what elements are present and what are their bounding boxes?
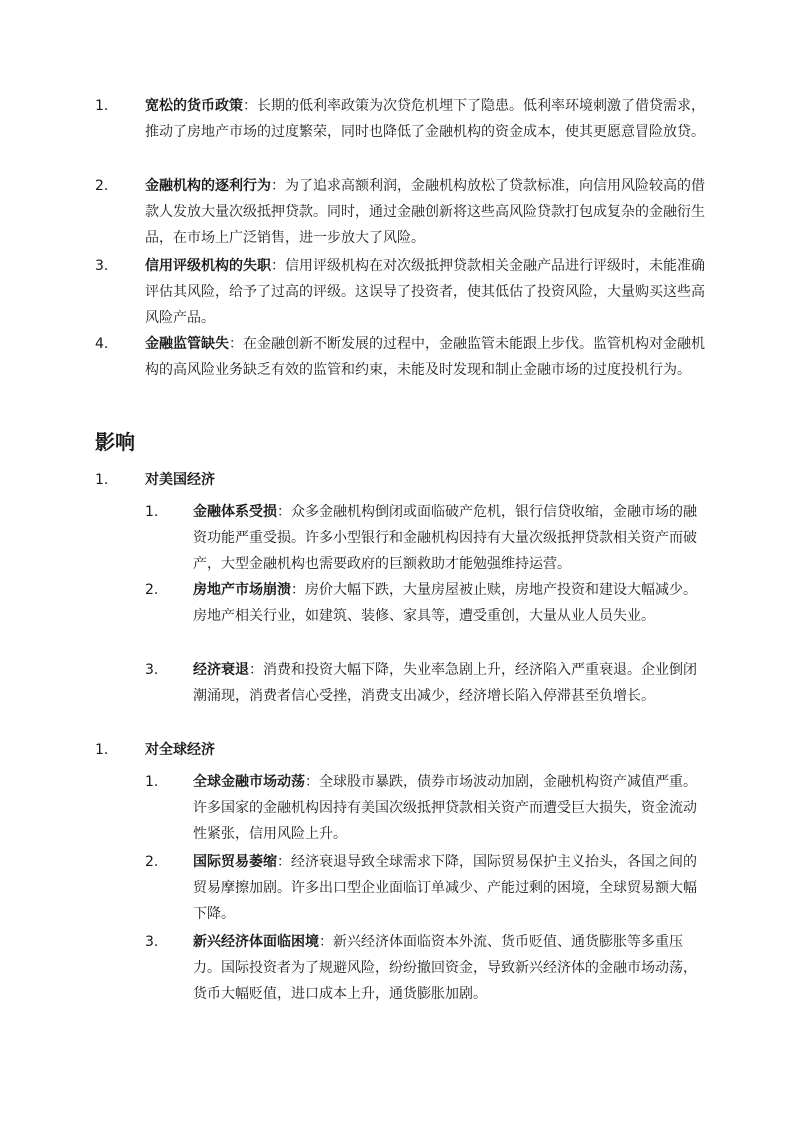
list-term: 信用评级机构的失职 xyxy=(145,258,271,274)
list-sep: ： xyxy=(229,336,243,352)
cause-item xyxy=(95,253,705,331)
list-term: 国际贸易萎缩 xyxy=(193,854,277,870)
list-term: 金融监管缺失 xyxy=(145,336,229,352)
list-sep: ： xyxy=(305,774,319,790)
cause-item xyxy=(95,173,705,251)
list-sep: ： xyxy=(243,98,257,114)
list-term: 房地产市场崩溃 xyxy=(193,582,291,598)
list-number: 3. xyxy=(95,258,109,274)
group-title: 对美国经济 xyxy=(145,472,215,488)
cause-item xyxy=(95,331,705,409)
list-term: 经济衰退 xyxy=(193,662,249,678)
list-text xyxy=(193,657,703,709)
list-term: 全球金融市场动荡 xyxy=(193,774,305,790)
list-text xyxy=(193,769,703,847)
list-body: 经济衰退导致全球需求下降，国际贸易保护主义抬头，各国之间的贸易摩擦加剧。许多出口型企业面临订单减少、产能过剩的困境，全球贸易额大幅下降。 xyxy=(193,854,697,922)
section-heading: 影响 xyxy=(95,430,135,454)
impact-item xyxy=(145,849,705,927)
list-body: 房价大幅下跌，大量房屋被止赎，房地产投资和建设大幅减少。房地产相关行业，如建筑、装修、家具等，遭受重创，大量从业人员失业。 xyxy=(193,582,697,624)
list-body: 信用评级机构在对次级抵押贷款相关金融产品进行评级时，未能准确评估其风险，给予了过高的评级。这误导了投资者，使其低估了投资风险，大量购买这些高风险产品。 xyxy=(145,258,705,326)
list-sep: ： xyxy=(277,504,291,520)
list-number: 1. xyxy=(145,504,159,520)
impact-item xyxy=(145,657,705,735)
list-body: 消费和投资大幅下降，失业率急剧上升，经济陷入严重衰退。企业倒闭潮涌现，消费者信心受挫，消费支出减少，经济增长陷入停滞甚至负增长。 xyxy=(193,662,697,704)
list-text xyxy=(193,577,703,629)
group-header xyxy=(95,737,705,763)
list-text xyxy=(193,849,703,927)
list-text xyxy=(145,253,705,331)
impact-item xyxy=(145,577,705,655)
list-sep: ： xyxy=(277,854,291,870)
list-body: 全球股市暴跌，债券市场波动加剧，金融机构资产减值严重。许多国家的金融机构因持有美国次级抵押贷款相关资产而遭受巨大损失，资金流动性紧张，信用风险上升。 xyxy=(193,774,697,842)
list-number: 1. xyxy=(95,472,109,488)
list-text xyxy=(193,929,703,1007)
list-term: 金融机构的逐利行为 xyxy=(145,178,271,194)
list-number: 2. xyxy=(145,854,159,870)
list-text xyxy=(145,331,705,383)
list-sep: ： xyxy=(271,258,285,274)
list-body: 长期的低利率政策为次贷危机埋下了隐患。低利率环境刺激了借贷需求，推动了房地产市场的过度繁荣，同时也降低了金融机构的资金成本，使其更愿意冒险放贷。 xyxy=(145,98,705,140)
group-title: 对全球经济 xyxy=(145,742,215,758)
list-number: 2. xyxy=(95,178,109,194)
list-number: 1. xyxy=(145,774,159,790)
list-number: 3. xyxy=(145,662,159,678)
list-text xyxy=(193,499,703,577)
impact-item xyxy=(145,499,705,577)
list-number: 1. xyxy=(95,742,109,758)
list-term: 宽松的货币政策 xyxy=(145,98,243,114)
list-text xyxy=(145,173,705,251)
list-sep: ： xyxy=(319,934,333,950)
list-number: 3. xyxy=(145,934,159,950)
impact-item xyxy=(145,929,705,1007)
list-body: 为了追求高额利润，金融机构放松了贷款标准，向信用风险较高的借款人发放大量次级抵押贷款。同时，通过金融创新将这些高风险贷款打包成复杂的金融衍生品，在市场上广泛销售，进一步放大了风险。 xyxy=(145,178,705,246)
list-number: 1. xyxy=(95,98,109,114)
list-term: 金融体系受损 xyxy=(193,504,277,520)
list-term: 新兴经济体面临困境 xyxy=(193,934,319,950)
list-body: 在金融创新不断发展的过程中，金融监管未能跟上步伐。监管机构对金融机构的高风险业务缺乏有效的监管和约束，未能及时发现和制止金融市场的过度投机行为。 xyxy=(145,336,705,378)
impact-item xyxy=(145,769,705,847)
list-sep: ： xyxy=(249,662,263,678)
list-number: 4. xyxy=(95,336,109,352)
list-text xyxy=(145,93,705,145)
list-sep: ： xyxy=(271,178,285,194)
list-number: 2. xyxy=(145,582,159,598)
group-header xyxy=(95,467,705,493)
list-sep: ： xyxy=(291,582,305,598)
list-body: 新兴经济体面临资本外流、货币贬值、通货膨胀等多重压力。国际投资者为了规避风险，纷纷撤回资金，导致新兴经济体的金融市场动荡，货币大幅贬值，进口成本上升，通货膨胀加剧。 xyxy=(193,934,697,1002)
list-body: 众多金融机构倒闭或面临破产危机，银行信贷收缩，金融市场的融资功能严重受损。许多小型银行和金融机构因持有大量次级抵押贷款相关资产而破产，大型金融机构也需要政府的巨额救助才能勉强维持运营。 xyxy=(193,504,697,572)
cause-item xyxy=(95,93,705,171)
